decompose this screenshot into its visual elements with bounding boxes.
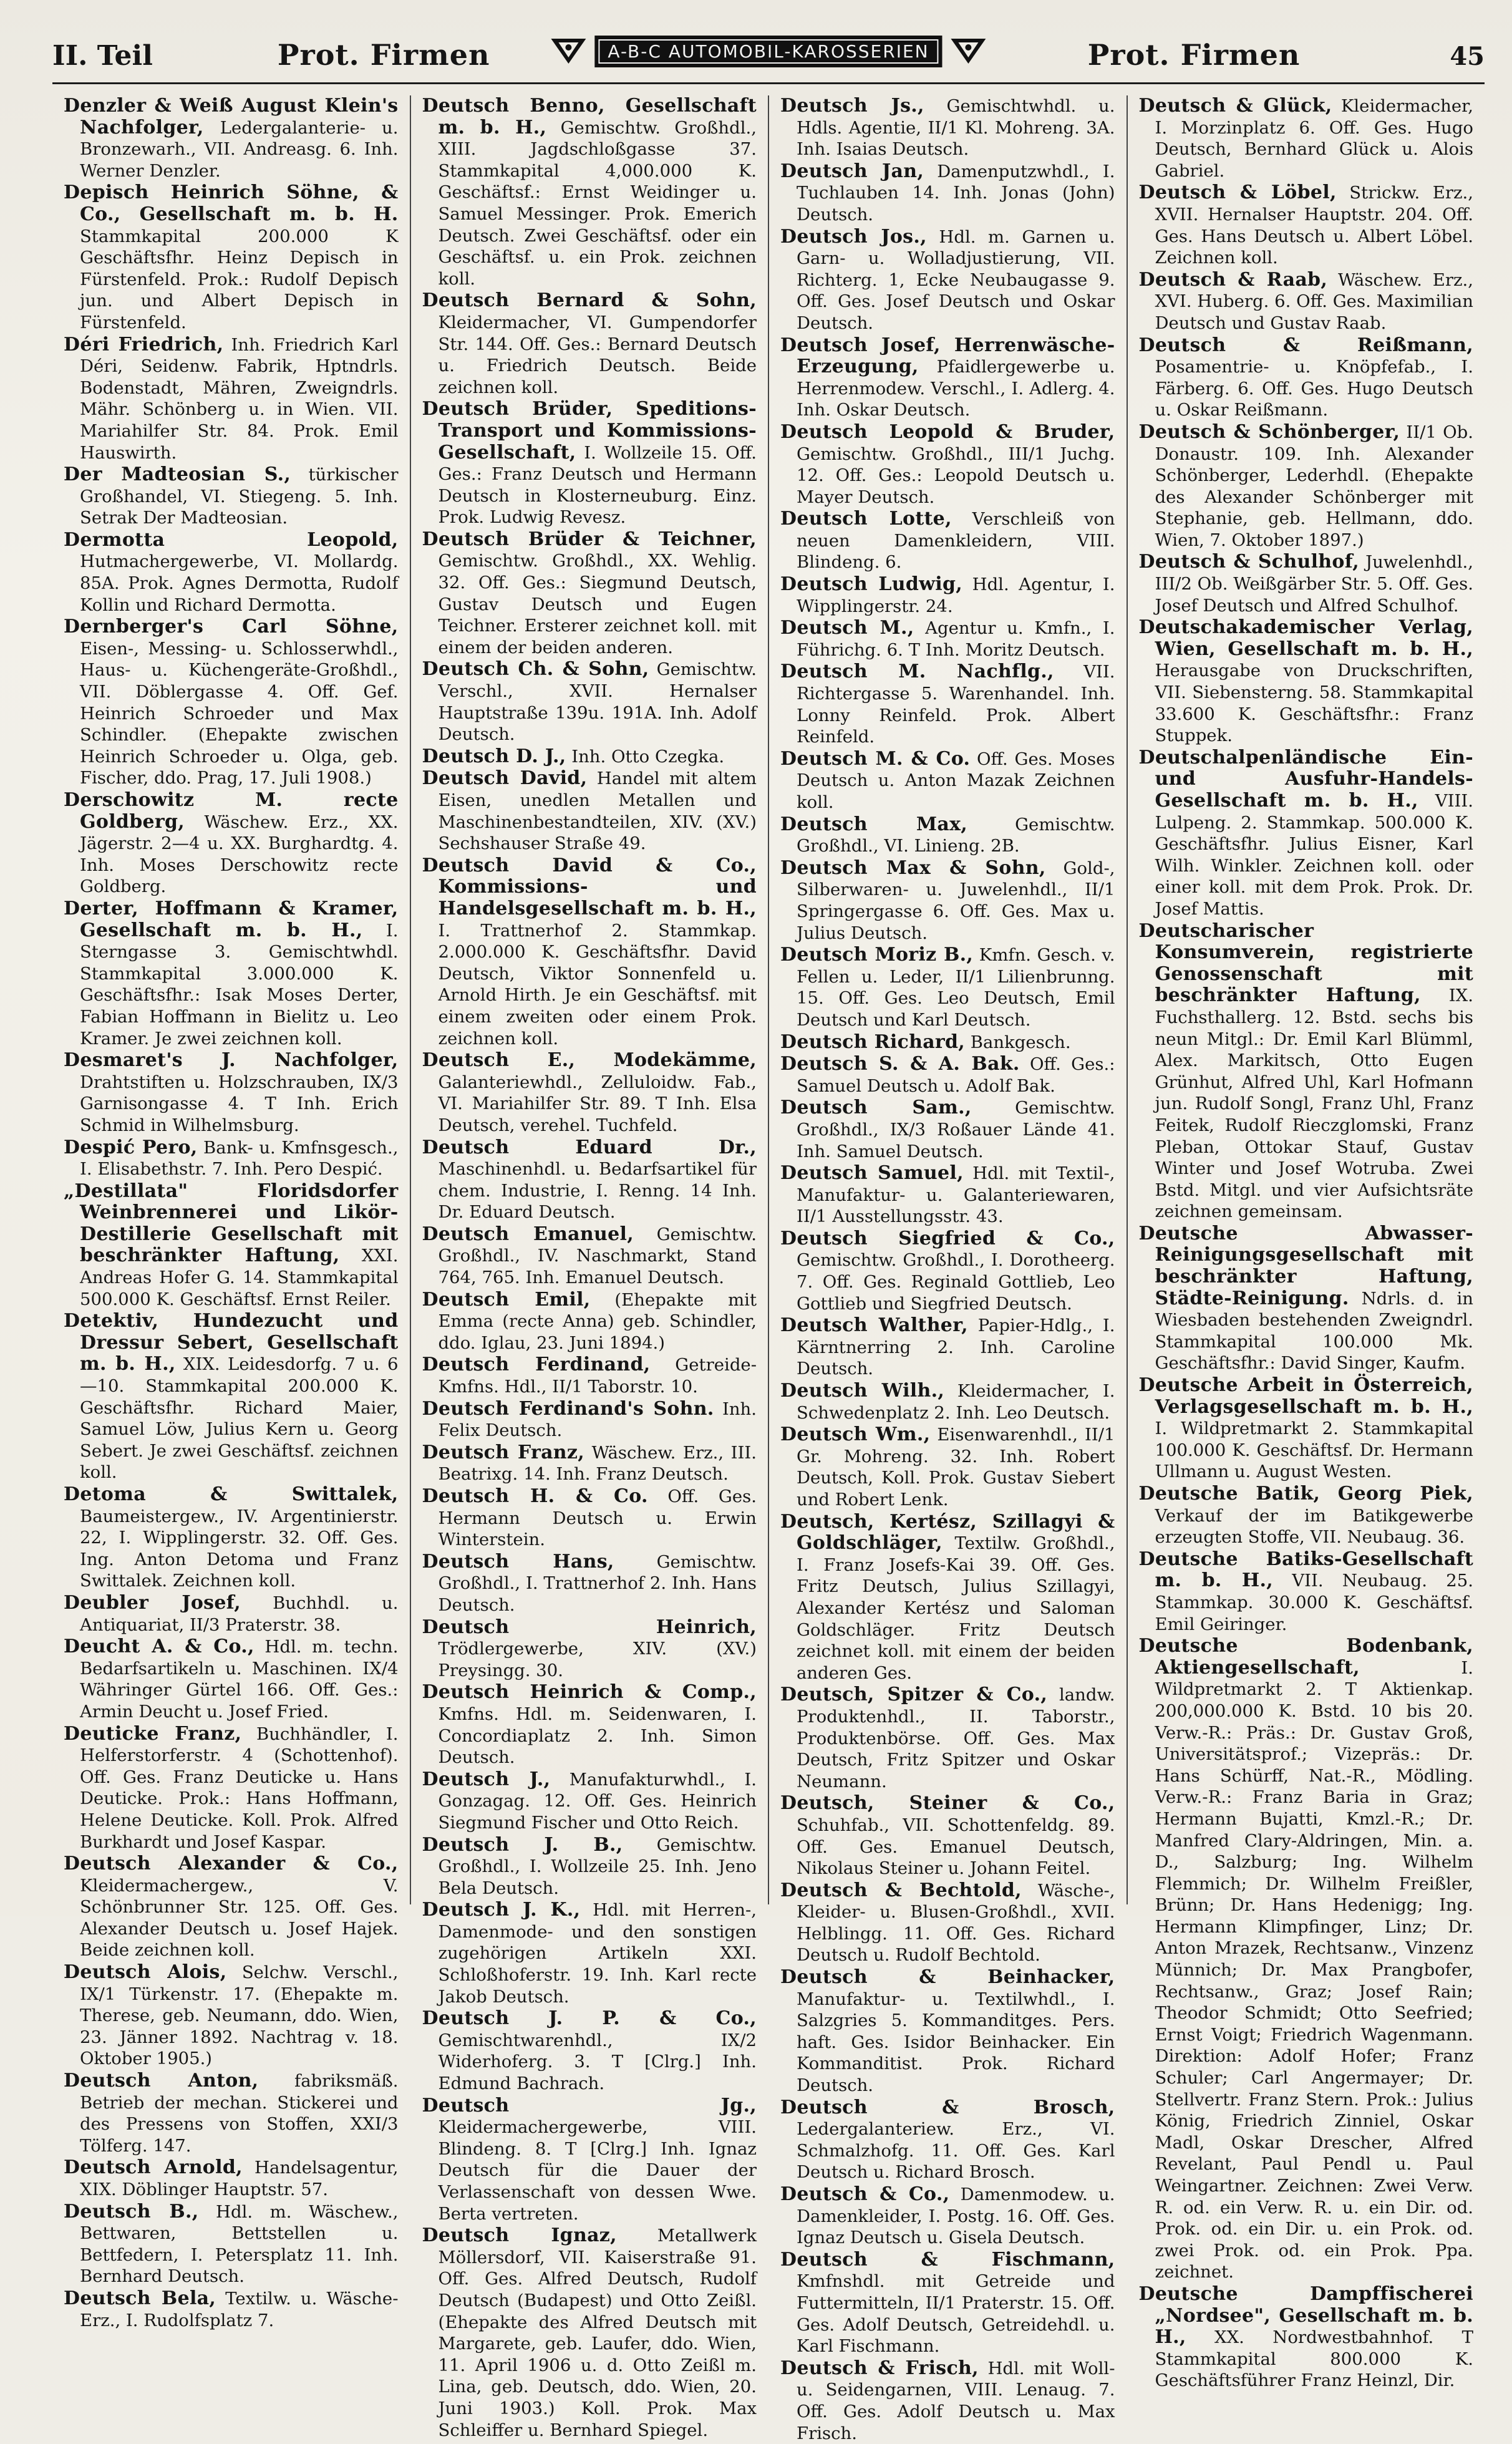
firm-details: Kmfn. Gesch. v. Fellen u. Leder, II/1 Lilienbrunng. 15. Off. Ges. Leo Deutsch, Emil Deutsch und Karl Deutsch. — [797, 945, 1115, 1030]
directory-entry — [780, 2249, 1115, 2357]
firm-details: Gemischtw. Großhdl., IV. Naschmarkt, Stand 764, 765. Inh. Emanuel Deutsch. — [438, 1224, 757, 1288]
firm-name: Deutsch Richard, — [780, 1030, 966, 1053]
firm-details: I. Trattnerhof 2. Stammkap. 2.000.000 K. Geschäftsfhr. David Deutsch, Viktor Sonnenfeld u. Arnold Hirth. Je ein Geschäftsf. mit einem zweiten oder einem Prok. zeichnen koll. — [438, 920, 757, 1049]
directory-entry — [780, 814, 1115, 857]
directory-entry — [64, 1962, 399, 2070]
firm-details: Gemischtw. Großhdl., XIII. Jagdschloßgasse 37. Stammkapital 4,000.000 K. Geschäftsf.: Ernst Weidinger u. Samuel Messinger. Prok. Emerich Deutsch. Zwei Geschäftsf. oder ein Geschäftsf. u. ein Prok. zeichnen koll. — [438, 117, 757, 289]
firm-details: Inh. Otto Czegka. — [566, 746, 725, 767]
firm-details: Hdl. mit Woll- u. Seidengarnen, VIII. Lenaug. 7. Off. Ges. Adolf Deutsch u. Max Frisch. — [797, 2358, 1115, 2443]
firm-details: Schuhfab., VII. Schottenfeldg. 89. Off. Ges. Emanuel Deutsch, Nikolaus Steiner u. Johann Feitel. — [797, 1815, 1115, 1879]
firm-details: Herausgabe von Druckschriften, VII. Siebensterng. 58. Stammkapital 33.600 K. Geschäftsfhr.: Franz Stuppek. — [1155, 661, 1473, 746]
firm-name: Deutsch H. & Co. — [422, 1485, 648, 1507]
firm-details: Gemischtw. Großhdl., I. Dorotheerg. 7. Off. Ges. Reginald Gottlieb, Leo Gottlieb und Siegfried Deutsch. — [797, 1250, 1115, 1314]
firm-name: Deutsch, Kertész, Szillagyi & Goldschläger, — [780, 1510, 1115, 1554]
firm-name: Deutsch Max & Sohn, — [780, 856, 1046, 879]
firm-name: Deutsch Moriz B., — [780, 944, 974, 966]
firm-details: Gemischtw. Großhdl., VI. Linieng. 2B. — [797, 814, 1115, 856]
directory-entry — [780, 1684, 1115, 1792]
firm-details: fabriksmäß. Betrieb der mechan. Stickerei und des Pressens von Stoffen, XXI/3 Tölferg. 147. — [80, 2071, 399, 2156]
firm-name: Deutsch M., — [780, 617, 914, 639]
firm-name: Deutsch & Glück, — [1138, 95, 1332, 117]
directory-entry — [422, 1289, 757, 1354]
directory-entry — [780, 1424, 1115, 1510]
directory-entry — [780, 661, 1115, 747]
firm-details: Handelsagentur, XIX. Döblinger Hauptstr. 57. — [80, 2158, 399, 2199]
firm-name: Deutsch & Fischmann, — [780, 2248, 1115, 2271]
firm-name: Deutsche Batiks-Gesellschaft m. b. H., — [1138, 1548, 1473, 1592]
firm-name: Deutsch David, — [422, 767, 588, 790]
directory-entry — [422, 95, 757, 289]
directory-entry — [422, 529, 757, 659]
firm-name: Deutsch J. K., — [422, 1899, 581, 1921]
firm-details: XIX. Leidesdorfg. 7 u. 6—10. Stammkapital 200.000 K. Geschäftsfhr. Richard Maier, Samuel Löw, Julius Kern u. Georg Sebert. Je zwei Geschäftsf. zeichnen koll. — [80, 1354, 399, 1483]
firm-details: Gemischtw. Großhdl., III/1 Juchg. 12. Off. Ges.: Leopold Deutsch u. Mayer Deutsch. — [797, 444, 1115, 507]
directory-entry — [422, 2008, 757, 2094]
directory-entry — [780, 749, 1115, 813]
directory-entry — [64, 2070, 399, 2156]
firm-details: Kleidermacher, VI. Gumpendorfer Str. 144. Off. Ges.: Bernard Deutsch u. Friedrich Deutsch. Beide zeichnen koll. — [438, 312, 757, 397]
car-body-logo-left-icon — [548, 35, 588, 67]
firm-details: VII. Richtergasse 5. Warenhandel. Inh. Lonny Reinfeld. Prok. Albert Reinfeld. — [797, 662, 1115, 747]
firm-name: Deutsch & Löbel, — [1138, 182, 1337, 204]
firm-details: Kmfns. Hdl. m. Seidenwaren, I. Concordiaplatz 2. Inh. Simon Deutsch. — [438, 1704, 757, 1768]
column-2 — [411, 95, 770, 2440]
firm-name: Deutsch Heinrich & Comp., — [422, 1681, 757, 1704]
firm-name: Deutsch Hans, — [422, 1550, 614, 1573]
firm-details: XXI. Andreas Hofer G. 14. Stammkapital 500.000 K. Geschäftsf. Ernst Reiler. — [80, 1246, 399, 1309]
firm-details: Bankgesch. — [965, 1032, 1071, 1052]
firm-details: Off. Ges.: Samuel Deutsch u. Adolf Bak. — [797, 1054, 1115, 1096]
firm-details: Maschinenhdl. u. Bedarfsartikel für chem. Industrie, I. Renng. 14 Inh. Dr. Eduard Deutsch. — [438, 1159, 757, 1223]
firm-name: Deutsch Leopold & Bruder, — [780, 420, 1115, 443]
firm-details: IX. Fuchsthallerg. 12. Bstd. sechs bis neun Mitgl.: Dr. Emil Karl Blümml, Alex. Markitsch, Otto Eugen Grünhut, Alfred Uhl, Karl Hofmann jun. Rudolf Songl, Franz Uhl, Franz Feitek, Rudolf Rieczglomski, Franz Pleban, Ottokar Stauf, Gustav Winter und Josef Wotruba. Zwei Bstd. Mitgl. und vier Aufsichtsräte zeichnen gemeinsam. — [1155, 986, 1473, 1222]
directory-entry — [780, 1511, 1115, 1684]
directory-entry — [780, 1163, 1115, 1228]
firm-name: Deutsch Ludwig, — [780, 573, 963, 596]
firm-name: Deutsch Eduard Dr., — [422, 1136, 757, 1158]
firm-name: Deutsch Siegfried & Co., — [780, 1227, 1115, 1249]
directory-columns — [52, 95, 1485, 2443]
firm-details: Gemischtw. Verschl., XVII. Hernalser Hauptstraße 139u. 191A. Inh. Adolf Deutsch. — [438, 659, 757, 745]
directory-entry — [780, 226, 1115, 334]
page-number: 45 — [1450, 42, 1485, 71]
directory-entry — [64, 1137, 399, 1180]
firm-name: Der Madteosian S., — [64, 463, 291, 486]
firm-details: Gemischtw. Großhdl., I. Trattnerhof 2. Inh. Hans Deutsch. — [438, 1551, 757, 1615]
firm-details: Papier-Hdlg., I. Kärntnerring 2. Inh. Caroline Deutsch. — [797, 1316, 1115, 1379]
firm-name: Deutsch Anton, — [64, 2070, 259, 2092]
directory-entry — [64, 1593, 399, 1636]
firm-details: Verschleiß von neuen Damenkleidern, VIII. Blindeng. 6. — [797, 509, 1115, 573]
firm-details: Pfaidlergewerbe u. Herrenmodew. Verschl., I. Adlerg. 4. Inh. Oskar Deutsch. — [797, 357, 1115, 420]
firm-name: Deutschalpenländische Ein- und Ausfuhr-Handels-Gesellschaft m. b. H., — [1138, 746, 1473, 812]
firm-name: Deutsch M. & Co. — [780, 747, 971, 770]
firm-details: Manufaktur- u. Textilwhdl., I. Salzgries 5. Kommanditges. Pers. haft. Ges. Isidor Beinhacker. Ein Kommanditist. Prok. Richard Deutsch. — [797, 1989, 1115, 2096]
firm-name: Deutsch Jg., — [422, 2094, 757, 2117]
directory-entry — [64, 334, 399, 464]
directory-entry — [780, 508, 1115, 573]
firm-name: Deutsch Bernard & Sohn, — [422, 289, 757, 312]
firm-name: Deutsch Arnold, — [64, 2156, 243, 2179]
firm-name: Deutsch Ferdinand's Sohn. — [422, 1397, 714, 1420]
firm-name: Deutsch & Schulhof, — [1138, 551, 1360, 573]
firm-details: I. Wildpretmarkt 2. T Aktienkap. 200,000.000 K. Bstd. 10 bis 20. Verw.-R.: Präs.: Dr. Gustav Groß, Universitätsprof.; Vizepräs.: Dr. Hans Schürff, Nat.-R., Mödling. Verw.-R.: Franz Baria in Graz; Hermann Bujatti, Kmzl.-R.; Dr. Manfred Clary-Aldringen, Min. a. D., Salzburg; Ing. Wilhelm Flemmich; Dr. Wilhelm Freißler, Brünn; Dr. Hans Hedenigg; Ing. Hermann Klimpfinger, Linz; Dr. Anton Mrazek, Rechtsanw., Vinzenz Münnich; Dr. Max Prangbofer, Rechtsanw., Graz; Josef Rain; Theodor Schmidt; Otto Seefried; Ernst Voigt; Friedrich Wagenmann. Direktion: Adolf Hofer; Franz Schuler; Carl Angermayer; Dr. Stellvertr. Franz Stern. Prok.: Julius König, Friedrich Zinniel, Oskar Madl, Oskar Drescher, Alfred Revelant, Paul Pendl u. Paul Weingartner. Zeichnen: Zwei Verw. R. od. ein Verw. R. u. ein Dir. od. Prok. od. ein Dir. u. ein Prok. od. zwei Prok. od. ein Prok. Ppa. zeichnet. — [1155, 1657, 1473, 2282]
firm-name: Deutschakademischer Verlag, Wien, Gesellschaft m. b. H., — [1138, 616, 1473, 660]
firm-name: Deutsch David & Co., Kommissions- und Handelsgesellschaft m. b. H., — [422, 854, 757, 919]
firm-name: Deuticke Franz, — [64, 1722, 242, 1745]
header-left — [52, 38, 490, 72]
directory-entry — [422, 1899, 757, 2007]
firm-details: Gold-, Silberwaren- u. Juwelenhdl., II/1 Springergasse 6. Off. Ges. Max u. Julius Deutsch. — [797, 858, 1115, 943]
firm-name: Deutsch & Schönberger, — [1138, 420, 1400, 443]
firm-name: Deutsch Emil, — [422, 1288, 591, 1311]
directory-entry — [422, 1354, 757, 1397]
firm-details: Juwelenhdl., III/2 Ob. Weißgärber Str. 5. Off. Ges. Josef Deutsch und Alfred Schulhof. — [1155, 552, 1473, 616]
directory-entry — [64, 898, 399, 1049]
directory-entry — [780, 1032, 1115, 1054]
firm-details: Eisen-, Messing- u. Schlosserwhdl., Haus- u. Küchengeräte-Großhdl., VII. Döblergasse 4. Off. Gef. Heinrich Schroeder und Max Schindler. (Ehepakte zwischen Heinrich Schroeder u. Olga, geb. Fischer, ddo. Prag, 17. Juli 1908.) — [80, 638, 399, 788]
directory-entry — [780, 2358, 1115, 2444]
directory-entry — [780, 944, 1115, 1030]
firm-name: Deutsch & Beinhacker, — [780, 1966, 1115, 1989]
firm-name: Deutsch Emanuel, — [422, 1223, 634, 1245]
directory-entry — [1139, 617, 1474, 747]
directory-entry — [64, 1484, 399, 1592]
header-right — [1088, 38, 1485, 72]
firm-details: Off. Ges. Moses Deutsch u. Anton Mazak Zeichnen koll. — [797, 749, 1115, 812]
firm-details: Agentur u. Kmfn., I. Führichg. 6. T Inh. Moritz Deutsch. — [797, 618, 1115, 660]
firm-name: Deubler Josef, — [64, 1591, 241, 1614]
firm-name: Dernberger's Carl Söhne, — [64, 616, 399, 638]
firm-details: Verkauf der im Batikgewerbe erzeugten Stoffe, VII. Neubaug. 36. — [1155, 1505, 1473, 1548]
directory-entry — [1139, 551, 1474, 616]
firm-name: Deutsch Benno, Gesellschaft m. b. H., — [422, 95, 757, 138]
directory-entry — [780, 1967, 1115, 2097]
firm-name: Deutsche Arbeit in Österreich, Verlagsgesellschaft m. b. H., — [1138, 1374, 1473, 1418]
firm-name: Dermotta Leopold, — [64, 528, 399, 551]
directory-entry — [422, 399, 757, 528]
firm-name: Deutsch Walther, — [780, 1314, 968, 1337]
firm-name: Depisch Heinrich Söhne, & Co., Gesellschaft m. b. H. — [64, 182, 399, 225]
firm-details: Drahtstiften u. Holzschrauben, IX/3 Garnisongasse 4. T Inh. Erich Schmid in Wilhelmsburg. — [80, 1072, 399, 1135]
directory-entry — [64, 616, 399, 789]
directory-entry — [422, 1682, 757, 1768]
firm-details: Kleidermachergewerbe, VIII. Blindeng. 8. T [Clrg.] Inh. Ignaz Deutsch für die Dauer der Verlassenschaft von dessen Wwe. Berta vertreten. — [438, 2117, 757, 2224]
directory-entry — [64, 182, 399, 333]
directory-entry — [1139, 1375, 1474, 1483]
firm-name: Deutsch Franz, — [422, 1441, 585, 1463]
firm-details: Kmfnshdl. mit Getreide und Futtermitteln, II/1 Praterstr. 15. Off. Ges. Adolf Deutsch, Getreidehdl. u. Karl Fischmann. — [797, 2271, 1115, 2357]
firm-name: Déri Friedrich, — [64, 333, 224, 356]
firm-details: Textilw. u. Wäsche-Erz., I. Rudolfsplatz 7. — [80, 2288, 399, 2330]
firm-details: Gemischtwhdl. u. Hdls. Agentie, II/1 Kl. Mohreng. 3A. Inh. Isaias Deutsch. — [797, 96, 1115, 160]
firm-details: Ledergalanterie- u. Bronzewarh., VII. Andreasg. 6. Inh. Werner Denzler. — [80, 117, 399, 181]
directory-entry — [1139, 1636, 1474, 2283]
firm-name: Desmaret's J. Nachfolger, — [64, 1049, 399, 1072]
firm-name: Deutsche Bodenbank, Aktiengesellschaft, — [1138, 1635, 1473, 1679]
firm-details: Stammkapital 200.000 K Geschäftsfhr. Heinz Depisch in Fürstenfeld. Prok.: Rudolf Depisch jun. und Albert Depisch in Fürstenfeld. — [80, 226, 399, 332]
firm-details: XX. Nordwestbahnhof. T Stammkapital 800.000 K. Geschäftsführer Franz Heinzl, Dir. — [1155, 2327, 1473, 2391]
firm-details: Hdl. mit Herren-, Damenmode- und den sonstigen zugehörigen Artikeln XXI. Schloßhoferstr. 19. Inh. Karl recte Jakob Deutsch. — [438, 1900, 757, 2007]
firm-name: Deutsch D. J., — [422, 745, 566, 767]
header-advertisement — [548, 35, 988, 67]
directory-entry — [1139, 269, 1474, 334]
firm-details: Kleidermacher, I. Morzinplatz 6. Off. Ges. Hugo Deutsch, Bernhard Glück u. Alois Gabriel. — [1155, 96, 1473, 181]
directory-entry — [780, 1793, 1115, 1879]
directory-entry — [1139, 1483, 1474, 1548]
firm-details: (Ehepakte mit Emma (recte Anna) geb. Schindler, ddo. Iglau, 23. Juni 1894.) — [438, 1289, 757, 1353]
firm-details: Selchw. Verschl., IX/1 Türkenstr. 17. (Ehepakte m. Therese, geb. Neumann, ddo. Wien, 23. Jänner 1892. Nachtrag v. 18. Oktober 1905.) — [80, 1962, 399, 2069]
firm-name: Deutsch E., Modekämme, — [422, 1049, 757, 1072]
directory-entry — [422, 768, 757, 854]
firm-name: Deutsch Sam., — [780, 1097, 972, 1119]
firm-name: Deutsch & Frisch, — [780, 2357, 979, 2379]
firm-name: Deutsch & Brosch, — [780, 2096, 1115, 2118]
firm-details: Baumeistergew., IV. Argentinierstr. 22, I. Wipplingerstr. 32. Off. Ges. Ing. Anton Detoma und Franz Swittalek. Zeichnen koll. — [80, 1506, 399, 1591]
firm-details: Getreide-Kmfns. Hdl., II/1 Taborstr. 10. — [438, 1355, 757, 1397]
firm-details: Handel mit altem Eisen, unedlen Metallen und Maschinenbestandteilen, XIV. (XV.) Sechshauser Straße 49. — [438, 769, 757, 854]
directory-entry — [64, 2288, 399, 2331]
firm-details: Buchhdl. u. Antiquariat, II/3 Praterstr. 38. — [80, 1593, 399, 1635]
column-1 — [52, 95, 411, 2330]
ad-banner-text: A-B-C AUTOMOBIL-KAROSSERIEN — [594, 36, 942, 67]
firm-name: Deutsch J. P. & Co., — [422, 2007, 757, 2030]
firm-name: Despić Pero, — [64, 1136, 198, 1158]
firm-details: Hdl. mit Textil-, Manufaktur- u. Galanteriewaren, II/1 Ausstellungsstr. 43. — [797, 1163, 1115, 1227]
directory-entry — [422, 1769, 757, 1834]
firm-details: II/1 Ob. Donaustr. 109. Inh. Alexander Schönberger, Lederhdl. (Ehepakte des Alexander Schönberger mit Stephanie, geb. Hellmann, ddo. Wien, 7. Oktober 1897.) — [1155, 422, 1473, 550]
directory-entry — [422, 1442, 757, 1485]
firm-details: Manufakturwhdl., I. Gonzagag. 12. Off. Ges. Heinrich Siegmund Fischer und Otto Reich. — [438, 1769, 757, 1833]
directory-entry — [780, 1315, 1115, 1380]
directory-entry — [422, 746, 757, 768]
firm-name: Deutsch Alexander & Co., — [64, 1853, 399, 1875]
directory-entry — [64, 530, 399, 616]
firm-details: Ledergalanteriew. Erz., VI. Schmalzhofg. 11. Off. Ges. Karl Deutsch u. Richard Brosch. — [797, 2119, 1115, 2183]
firm-name: Deutscharischer Konsumverein, registrierte Genossenschaft mit beschränkter Haftung, — [1138, 919, 1473, 1007]
directory-entry — [64, 1853, 399, 1961]
directory-entry — [780, 1097, 1115, 1162]
column-4 — [1128, 95, 1485, 2391]
directory-entry — [64, 1050, 399, 1136]
firm-name: Deutsch Ferdinand, — [422, 1354, 651, 1376]
directory-entry — [1139, 422, 1474, 551]
firm-details: Hdl. m. techn. Bedarfsartikeln u. Maschinen. IX/4 Währinger Gürtel 166. Off. Ges.: Armin Deucht u. Josef Fried. — [80, 1637, 399, 1722]
firm-details: Damenputzwhdl., I. Tuchlauben 14. Inh. Jonas (John) Deutsch. — [797, 161, 1115, 225]
firm-details: Wäschew. Erz., XX. Jägerstr. 2—4 u. XX. Burghardtg. 4. Inh. Moses Derschowitz recte Goldberg. — [80, 812, 399, 897]
car-body-logo-right-icon — [949, 35, 989, 67]
directory-entry — [422, 1224, 757, 1289]
firm-name: Deutsche Abwasser-Reinigungsgesellschaft mit beschränkter Haftung, Städte-Reinigung. — [1138, 1222, 1473, 1309]
firm-details: Hutmachergewerbe, VI. Mollardg. 85A. Prok. Agnes Dermotta, Rudolf Kollin und Richard Dermotta. — [80, 551, 399, 615]
directory-entry — [780, 1228, 1115, 1314]
firm-details: Wäschew. Erz., XVI. Huberg. 6. Off. Ges. Maximilian Deutsch und Gustav Raab. — [1155, 269, 1473, 333]
firm-details: VII. Neubaug. 25. Stammkap. 30.000 K. Geschäftsf. Emil Geiringer. — [1155, 1571, 1473, 1634]
column-3 — [769, 95, 1128, 2443]
firm-name: Deutsch Bela, — [64, 2287, 216, 2309]
directory-entry — [422, 1137, 757, 1223]
page-header — [52, 27, 1485, 84]
firm-name: „Destillata" Floridsdorfer Weinbrennerei und Likör-Destillerie Gesellschaft mit beschränkter Haftung, — [64, 1180, 399, 1267]
directory-entry — [780, 1054, 1115, 1097]
firm-name: Deutsch Brüder, Speditions-Transport und Kommissions-Gesellschaft, — [422, 398, 757, 463]
directory-entry — [64, 1636, 399, 1722]
directory-entry — [64, 464, 399, 529]
firm-name: Derschowitz M. recte Goldberg, — [64, 789, 399, 833]
firm-name: Deutsch J. B., — [422, 1833, 623, 1856]
firm-name: Deucht A. & Co., — [64, 1636, 254, 1658]
directory-entry — [780, 618, 1115, 661]
directory-entry — [1139, 1549, 1474, 1635]
firm-name: Deutsch Samuel, — [780, 1162, 964, 1185]
directory-entry — [422, 659, 757, 745]
firm-name: Deutsch Js., — [780, 95, 924, 117]
directory-entry — [1139, 747, 1474, 920]
firm-details: Wäsche-, Kleider- u. Blusen-Großhdl., XVII. Helblingg. 11. Off. Ges. Richard Deutsch u. Rudolf Bechtold. — [797, 1880, 1115, 1966]
firm-name: Deutsch Ignaz, — [422, 2224, 617, 2247]
firm-name: Deutsch, Spitzer & Co., — [780, 1684, 1048, 1706]
firm-name: Deutsch Wm., — [780, 1423, 931, 1446]
firm-details: Hdl. Agentur, I. Wipplingerstr. 24. — [797, 575, 1115, 616]
firm-details: landw. Produktenhdl., II. Taborstr., Produktenbörse. Off. Ges. Max Deutsch, Fritz Spitzer und Oskar Neumann. — [797, 1685, 1115, 1792]
directory-entry — [422, 1835, 757, 1899]
directory-entry — [422, 2095, 757, 2225]
directory-entry — [64, 95, 399, 182]
firm-details: Metallwerk Möllersdorf, VII. Kaiserstraße 91. Off. Ges. Alfred Deutsch, Rudolf Deutsch (Budapest) und Otto Zeißl. (Ehepakte des Alfred Deutsch mit Margarete, geb. Laufer, ddo. Wien, 11. April 1906 u. d. Otto Zeißl m. Lina, geb. Deutsch, ddo. Wien, 20. Juni 1903.) Koll. Prok. Max Schleiffer u. Bernhard Spiegel. — [438, 2226, 757, 2440]
directory-entry — [1139, 2284, 1474, 2392]
firm-details: I. Wildpretmarkt 2. Stammkapital 100.000 K. Geschäftsf. Dr. Hermann Ullmann u. August Westen. — [1155, 1418, 1473, 1482]
firm-details: Kleidermachergew., V. Schönbrunner Str. 125. Off. Ges. Alexander Deutsch u. Josef Hajek. Beide zeichnen koll. — [80, 1875, 399, 1961]
directory-entry — [422, 290, 757, 398]
firm-name: Deutsch J., — [422, 1768, 551, 1790]
directory-entry — [1139, 335, 1474, 421]
directory-entry — [1139, 1223, 1474, 1374]
directory-entry — [64, 1181, 399, 1311]
directory-entry — [780, 422, 1115, 508]
firm-details: Strickw. Erz., XVII. Hernalser Hauptstr. 204. Off. Ges. Hans Deutsch u. Albert Löbel. Zeichnen koll. — [1155, 183, 1473, 268]
firm-details: Gemischtwarenhdl., IX/2 Widerhoferg. 3. T [Clrg.] Inh. Edmund Bachrach. — [438, 2030, 757, 2094]
firm-name: Deutsch Wilh., — [780, 1380, 945, 1402]
directory-entry — [780, 2184, 1115, 2249]
firm-details: Eisenwarenhdl., II/1 Gr. Mohreng. 32. Inh. Robert Deutsch, Koll. Prok. Gustav Siebert und Robert Lenk. — [797, 1425, 1115, 1510]
firm-details: Wäschew. Erz., III. Beatrixg. 14. Inh. Franz Deutsch. — [438, 1442, 757, 1485]
directory-entry — [780, 858, 1115, 944]
firm-name: Denzler & Weiß August Klein's Nachfolger, — [64, 95, 399, 138]
firm-details: Hdl. m. Garnen u. Garn- u. Wolladjustierung, VII. Richterg. 1, Ecke Neubaugasse 9. Off. Ges. Josef Deutsch und Oskar Deutsch. — [797, 226, 1115, 333]
directory-entry — [1139, 921, 1474, 1223]
directory-entry — [422, 1617, 757, 1682]
firm-name: Deutsch M. Nachflg., — [780, 661, 1054, 683]
firm-details: Inh. Felix Deutsch. — [438, 1399, 757, 1441]
firm-details: Damenmodew. u. Damenkleider, I. Postg. 16. Off. Ges. Ignaz Deutsch u. Gisela Deutsch. — [797, 2185, 1115, 2248]
firm-name: Deutsch Alois, — [64, 1961, 227, 1984]
firm-name: Deutsch Jos., — [780, 225, 927, 248]
firm-name: Deutsch S. & A. Bak. — [780, 1053, 1020, 1075]
firm-details: Off. Ges. Hermann Deutsch u. Erwin Winterstein. — [438, 1486, 757, 1550]
directory-entry — [64, 1311, 399, 1483]
directory-entry — [64, 2201, 399, 2287]
directory-entry — [780, 574, 1115, 617]
firm-details: Inh. Friedrich Karl Déri, Seidenw. Fabrik, Hptndrls. Bodenstadt, Mähren, Zweigndrls. Mähr. Schönberg u. in Wien. VII. Mariahilfer Str. 84. Prok. Emil Hauswirth. — [80, 334, 399, 463]
directory-entry — [422, 855, 757, 1049]
directory-entry — [422, 1486, 757, 1551]
firm-name: Deutsch B., — [64, 2200, 199, 2223]
firm-name: Deutsch Heinrich, — [422, 1616, 757, 1638]
firm-details: türkischer Großhandel, VI. Stiegeng. 5. Inh. Setrak Der Madteosian. — [80, 465, 399, 528]
firm-name: Deutsch & Reißmann, — [1138, 334, 1473, 356]
directory-entry — [64, 2157, 399, 2200]
firm-name: Detoma & Swittalek, — [64, 1483, 399, 1505]
directory-entry — [422, 1399, 757, 1442]
firm-details: Bank- u. Kmfnsgesch., I. Elisabethstr. 7. Inh. Pero Despić. — [80, 1137, 399, 1180]
directory-entry — [64, 790, 399, 898]
firm-name: Deutsch Max, — [780, 813, 968, 835]
firm-details: Buchhändler, I. Helferstorferstr. 4 (Schottenhof). Off. Ges. Franz Deuticke u. Hans Deuticke. Prok.: Hans Hoffmann, Helene Deuticke. Koll. Prok. Alfred Burkhardt und Josef Kaspar. — [80, 1724, 399, 1852]
firm-name: Deutsch & Co., — [780, 2183, 950, 2205]
directory-entry — [64, 1724, 399, 1853]
firm-name: Deutsch & Raab, — [1138, 268, 1328, 291]
firm-details: I. Wollzeile 15. Off. Ges.: Franz Deutsch und Hermann Deutsch in Klosterneuburg. Einz. Prok. Ludwig Revesz. — [438, 442, 757, 528]
directory-entry — [422, 1551, 757, 1616]
directory-entry — [780, 1880, 1115, 1966]
firm-name: Deutsche Batik, Georg Piek, — [1138, 1483, 1473, 1505]
firm-details: Trödlergewerbe, XIV. (XV.) Preysingg. 30. — [438, 1639, 757, 1680]
part-label: II. Teil — [52, 40, 153, 72]
firm-details: Kleidermacher, I. Schwedenplatz 2. Inh. Leo Deutsch. — [797, 1381, 1115, 1423]
firm-name: Deutsche Dampffischerei „Nordsee", Gesellschaft m. b. H., — [1138, 2282, 1473, 2349]
firm-name: Deutsch, Steiner & Co., — [780, 1792, 1115, 1815]
firm-details: Gemischtw. Großhdl., IX/3 Roßauer Lände 41. Inh. Samuel Deutsch. — [797, 1098, 1115, 1161]
firm-details: Posamentrie- u. Knöpfefab., I. Färberg. 6. Off. Ges. Hugo Deutsch u. Oskar Reißmann. — [1155, 357, 1473, 420]
directory-entry — [1139, 95, 1474, 182]
directory-entry — [780, 95, 1115, 160]
firm-name: Deutsch Lotte, — [780, 508, 952, 530]
firm-details: Textilw. Großhdl., I. Franz Josefs-Kai 39. Off. Ges. Fritz Deutsch, Julius Szillagyi, Alexander Kertész und Saloman Goldschläger. Fritz Deutsch zeichnet koll. mit einem der beiden anderen Ges. — [797, 1533, 1115, 1683]
directory-entry — [422, 2225, 757, 2441]
firm-details: Ndrls. d. in Wiesbaden bestehenden Zweigndrl. Stammkapital 100.000 Mk. Geschäftsfhr.: David Singer, Kaufm. — [1155, 1288, 1473, 1374]
directory-entry — [780, 2097, 1115, 2183]
firm-details: VIII. Lulpeng. 2. Stammkap. 500.000 K. Geschäftsfhr. Julius Eisner, Karl Wilh. Winkler. Zeichnen koll. oder einer koll. mit dem Prok. Prok. Dr. Josef Mattis. — [1155, 791, 1473, 919]
firm-details: I. Sterngasse 3. Gemischtwhdl. Stammkapital 3.000.000 K. Geschäftsfhr.: Isak Moses Derter, Fabian Hoffmann in Bielitz u. Leo Kramer. Je zwei zeichnen koll. — [80, 920, 399, 1049]
firm-name: Deutsch & Bechtold, — [780, 1879, 1022, 1901]
directory-entry — [780, 1380, 1115, 1423]
firm-details: Gemischtw. Großhdl., XX. Wehlig. 32. Off. Ges.: Siegmund Deutsch, Gustav Deutsch und Eugen Teichner. Ersterer zeichnet koll. mit einem der beiden anderen. — [438, 551, 757, 657]
directory-entry — [1139, 182, 1474, 268]
firm-name: Detektiv, Hundezucht und Dressur Sebert, Gesellschaft m. b. H., — [64, 1310, 399, 1375]
firm-details: Gemischtw. Großhdl., I. Wollzeile 25. Inh. Jeno Bela Deutsch. — [438, 1835, 757, 1898]
firm-name: Derter, Hoffmann & Kramer, Gesellschaft m. b. H., — [64, 897, 399, 941]
firm-name: Deutsch Ch. & Sohn, — [422, 658, 649, 681]
firm-details: Galanteriewhdl., Zelluloidw. Fab., VI. Mariahilfer Str. 89. T Inh. Elsa Deutsch, verehel. Tuchfeld. — [438, 1072, 757, 1135]
firm-name: Deutsch Josef, Herrenwäsche-Erzeugung, — [780, 334, 1115, 378]
firm-name: Deutsch Brüder & Teichner, — [422, 528, 757, 550]
firm-details: Hdl. m. Wäschew., Bettwaren, Bettstellen u. Bettfedern, I. Petersplatz 11. Inh. Bernhard Deutsch. — [80, 2201, 399, 2287]
directory-entry — [780, 335, 1115, 421]
section-title-right: Prot. Firmen — [1087, 38, 1301, 72]
directory-entry — [780, 161, 1115, 226]
directory-entry — [422, 1050, 757, 1136]
firm-name: Deutsch Jan, — [780, 160, 924, 182]
section-title-left: Prot. Firmen — [277, 38, 490, 72]
